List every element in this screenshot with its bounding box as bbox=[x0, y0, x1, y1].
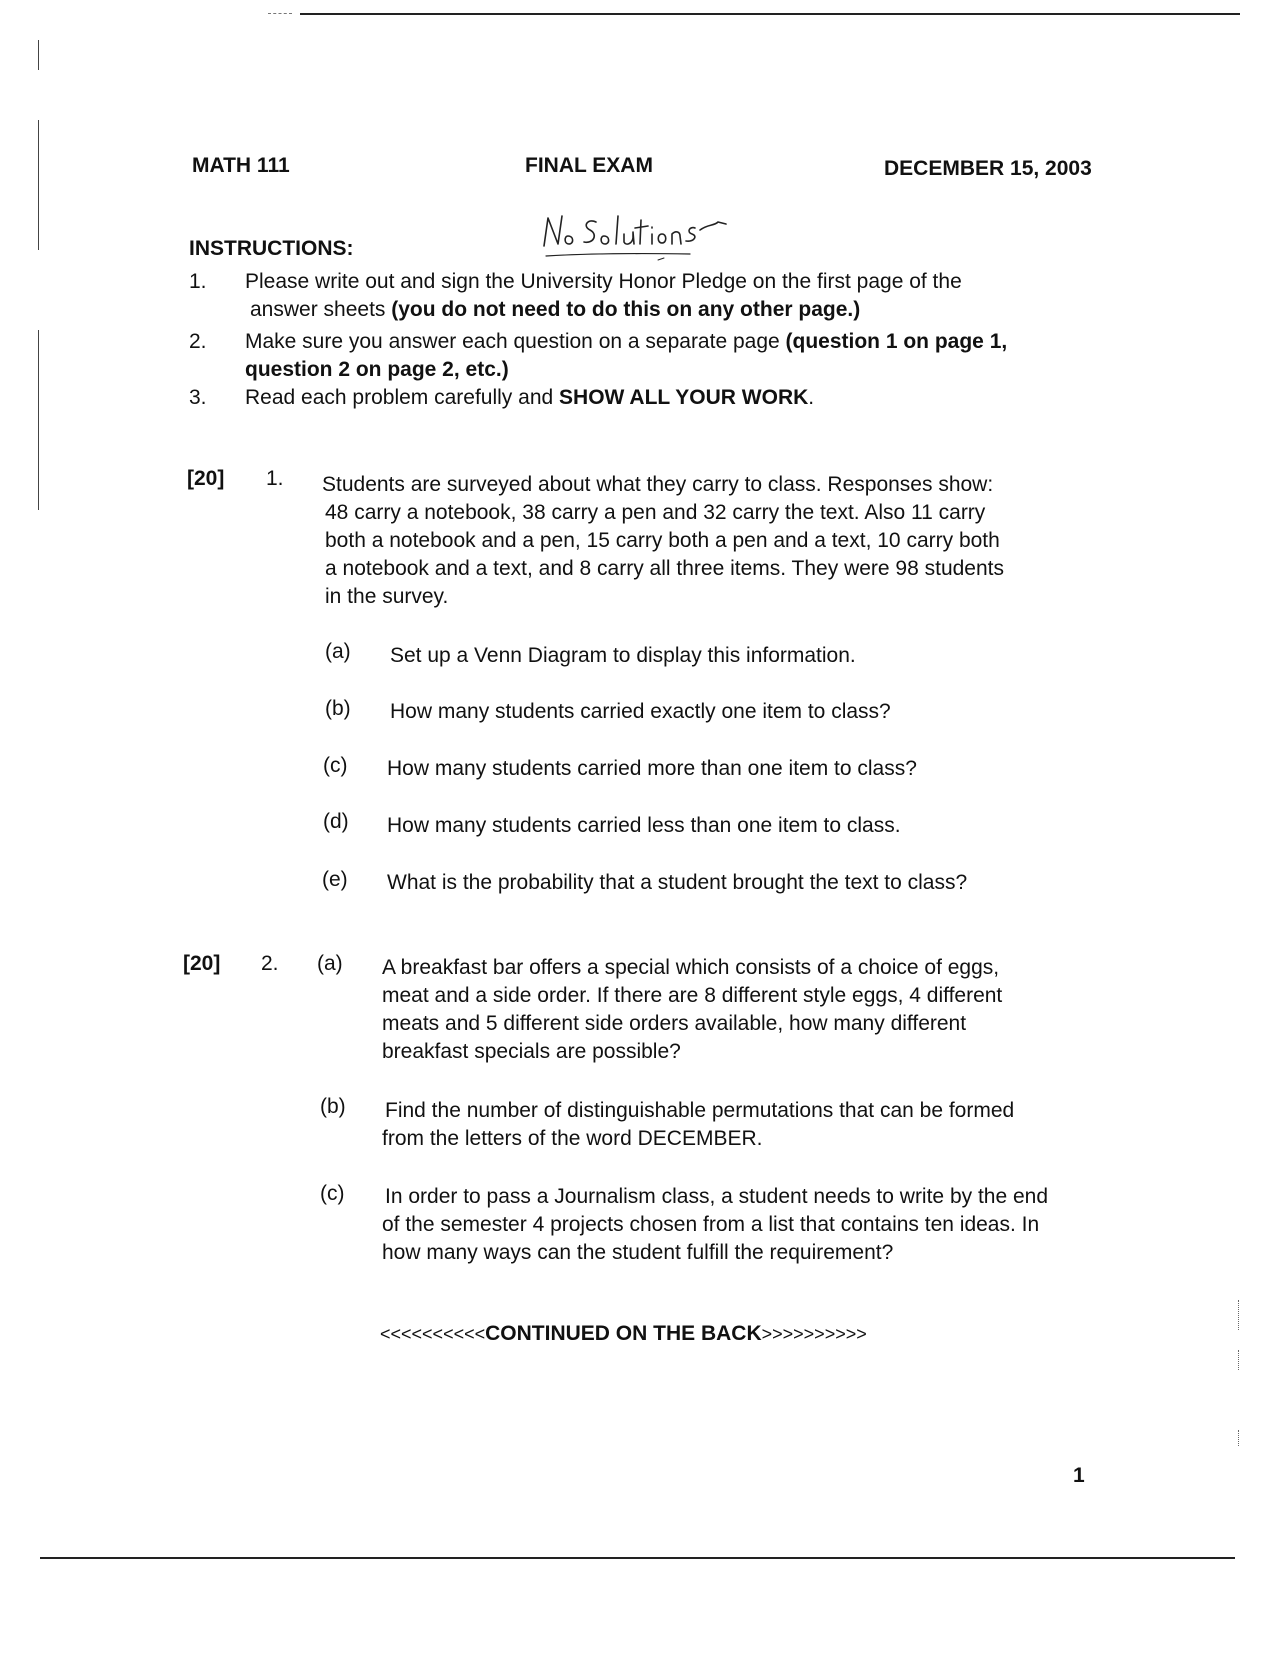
instruction-number: 2. bbox=[189, 330, 207, 353]
part-text: How many students carried exactly one item to class? bbox=[390, 700, 891, 723]
instructions-heading: INSTRUCTIONS: bbox=[189, 237, 354, 260]
handwritten-note bbox=[540, 210, 750, 270]
part-text-line: A breakfast bar offers a special which consists of a choice of eggs, bbox=[382, 956, 1000, 979]
part-label: (d) bbox=[323, 810, 349, 833]
part-text-line: from the letters of the word DECEMBER. bbox=[382, 1127, 763, 1150]
margin-mark bbox=[38, 330, 39, 510]
part-label: (a) bbox=[317, 952, 343, 975]
question-text-line: in the survey. bbox=[325, 585, 449, 608]
question-number: 1. bbox=[266, 467, 284, 490]
part-text-line: of the semester 4 projects chosen from a list that contains ten ideas. In bbox=[382, 1213, 1040, 1236]
bottom-rule bbox=[40, 1557, 1235, 1559]
part-text-line: meats and 5 different side orders available, how many different bbox=[382, 1012, 967, 1035]
part-text-line: In order to pass a Journalism class, a student needs to write by the end bbox=[385, 1185, 1049, 1208]
part-text: Set up a Venn Diagram to display this information. bbox=[390, 644, 856, 667]
instruction-emphasis: SHOW ALL YOUR WORK bbox=[559, 386, 809, 409]
instruction-2-line2: question 2 on page 2, etc.) bbox=[245, 358, 509, 381]
instruction-1-line1: Please write out and sign the University Honor Pledge on the first page of the bbox=[245, 270, 962, 293]
instruction-emphasis: (you do not need to do this on any other page.) bbox=[391, 298, 861, 321]
part-label: (b) bbox=[325, 697, 351, 720]
instruction-text: Read each problem carefully and bbox=[245, 386, 560, 409]
instruction-2-line1 bbox=[245, 328, 1007, 356]
top-rule-dash bbox=[268, 13, 292, 14]
part-label: (e) bbox=[322, 868, 348, 891]
margin-mark bbox=[1238, 1430, 1239, 1446]
exam-title: FINAL EXAM bbox=[525, 154, 653, 177]
top-rule bbox=[300, 13, 1240, 15]
margin-mark bbox=[1238, 1300, 1239, 1330]
question-points: [20] bbox=[183, 952, 221, 975]
part-text: What is the probability that a student brought the text to class? bbox=[387, 871, 968, 894]
margin-mark bbox=[1238, 1350, 1239, 1370]
instruction-number: 3. bbox=[189, 386, 207, 409]
instruction-text: . bbox=[808, 386, 815, 409]
part-text-line: Find the number of distinguishable permutations that can be formed bbox=[385, 1099, 1015, 1122]
question-text-line: Students are surveyed about what they carry to class. Responses show: bbox=[322, 473, 994, 496]
question-number: 2. bbox=[261, 952, 279, 975]
part-text-line: breakfast specials are possible? bbox=[382, 1040, 681, 1063]
instruction-1-line2 bbox=[250, 296, 860, 324]
continued-arrows-left: <<<<<<<<<< bbox=[380, 1324, 486, 1344]
part-label: (c) bbox=[320, 1182, 345, 1205]
part-label: (b) bbox=[320, 1095, 346, 1118]
instruction-text: answer sheets bbox=[250, 298, 392, 321]
part-text: How many students carried more than one item to class? bbox=[387, 757, 917, 780]
continued-banner bbox=[380, 1320, 867, 1348]
margin-mark bbox=[38, 120, 39, 250]
margin-mark bbox=[38, 40, 39, 70]
question-text-line: both a notebook and a pen, 15 carry both a pen and a text, 10 carry both bbox=[325, 529, 1000, 552]
instruction-text: Make sure you answer each question on a separate page bbox=[245, 330, 786, 353]
continued-text: CONTINUED ON THE BACK bbox=[485, 1322, 762, 1345]
instruction-number: 1. bbox=[189, 270, 207, 293]
course-title: MATH 111 bbox=[192, 154, 290, 177]
part-text-line: how many ways can the student fulfill the requirement? bbox=[382, 1241, 894, 1264]
part-text: How many students carried less than one item to class. bbox=[387, 814, 901, 837]
part-text-line: meat and a side order. If there are 8 different style eggs, 4 different bbox=[382, 984, 1003, 1007]
instruction-3-line1 bbox=[245, 384, 814, 412]
page-number: 1 bbox=[1073, 1464, 1085, 1487]
question-points: [20] bbox=[187, 467, 225, 490]
question-text-line: 48 carry a notebook, 38 carry a pen and 32 carry the text. Also 11 carry bbox=[325, 501, 986, 524]
question-text-line: a notebook and a text, and 8 carry all three items. They were 98 students bbox=[325, 557, 1005, 580]
part-label: (a) bbox=[325, 640, 351, 663]
part-label: (c) bbox=[323, 754, 348, 777]
continued-arrows-right: >>>>>>>>>> bbox=[761, 1324, 867, 1344]
exam-date: DECEMBER 15, 2003 bbox=[884, 157, 1092, 180]
instruction-emphasis: (question 1 on page 1, bbox=[785, 330, 1008, 353]
